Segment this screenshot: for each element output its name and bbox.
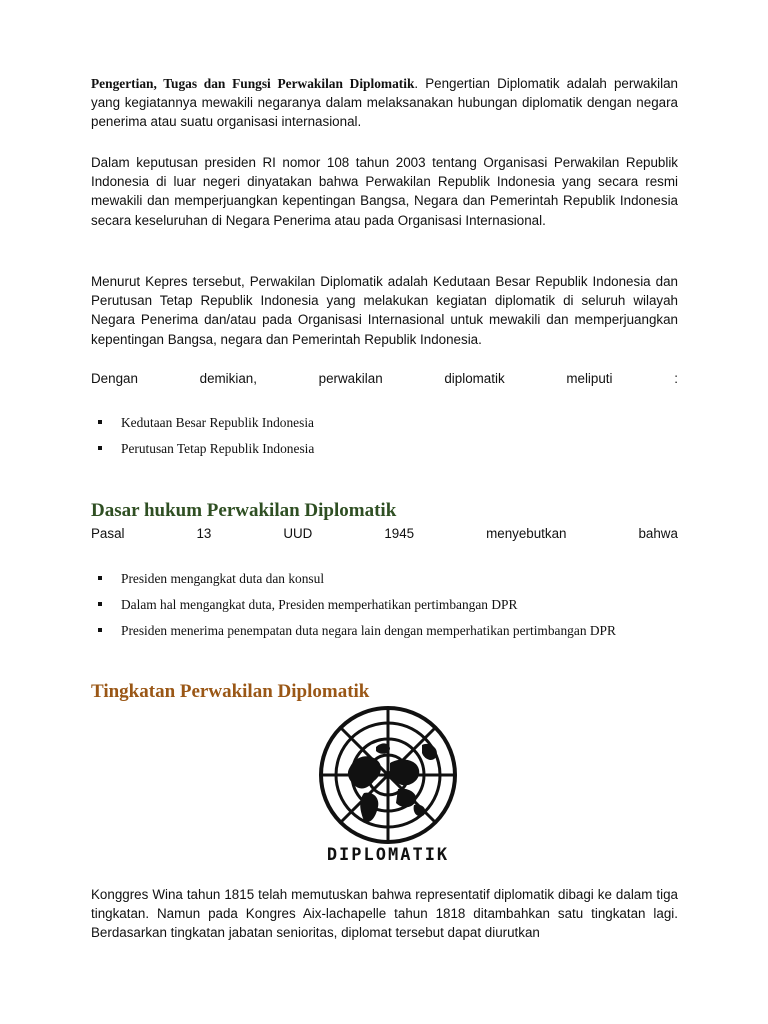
list-item <box>91 439 314 465</box>
bullet-square-icon <box>98 420 102 424</box>
logo-caption: DIPLOMATIK <box>326 845 450 865</box>
bullet-square-icon <box>98 446 102 450</box>
paragraph-keputusan: Dalam keputusan presiden RI nomor 108 tahun 2003 tentang Organisasi Perwakilan Republik Indonesia di luar negeri dinyatakan bahwa Perwakilan Republik Indonesia yang secara resmi mewakili dan memperjuangkan kepentingan Bangsa, Negara dan Pemerintah Republik Indonesia secara keseluruhan di Negara Penerima atau pada Organisasi Internasional. <box>91 155 678 228</box>
word: diplomatik <box>444 371 505 386</box>
bullet-square-icon <box>98 628 102 632</box>
word: 1945 <box>384 526 415 541</box>
list-item <box>91 413 314 439</box>
list-item <box>91 569 616 595</box>
word: 13 <box>196 526 212 541</box>
list-item <box>91 595 616 621</box>
word: demikian, <box>199 371 257 386</box>
bullet-square-icon <box>98 576 102 580</box>
paragraph-kepres: Menurut Kepres tersebut, Perwakilan Diplomatik adalah Kedutaan Besar Republik Indonesia dan Perutusan Tetap Republik Indonesia yang melakukan kegiatan diplomatik di seluruh wilayah Negara Penerima dan/atau pada Organisasi Internasional untuk mewakili dan memperjuangkan kepentingan Bangsa, negara dan Pemerintah Republik Indonesia. <box>91 274 678 347</box>
heading-dasar-hukum: Dasar hukum Perwakilan Diplomatik <box>91 500 397 521</box>
intro-bold-lead: Pengertian, Tugas dan Fungsi Perwakilan Diplomatik <box>91 76 415 91</box>
list-item-text: Perutusan Tetap Republik Indonesia <box>121 441 315 456</box>
list-item <box>91 621 616 647</box>
list-item-text: Kedutaan Besar Republik Indonesia <box>121 415 314 430</box>
word: : <box>674 371 678 386</box>
word: Dengan <box>91 371 138 386</box>
list-item-text: Presiden mengangkat duta dan konsul <box>121 571 325 586</box>
heading-tingkatan: Tingkatan Perwakilan Diplomatik <box>91 681 370 702</box>
paragraph-dengan-demikian <box>91 369 678 388</box>
word: menyebutkan <box>486 526 567 541</box>
bullet-square-icon <box>98 602 102 606</box>
paragraph-konggres-wina: Konggres Wina tahun 1815 telah memutuskan bahwa representatif diplomatik dibagi ke dalam tiga tingkatan. Namun pada Kongres Aix-lachapelle tahun 1818 ditambahkan satu tingkatan lagi. Berdasarkan tingkatan jabatan senioritas, diplomat tersebut dapat diurutkan <box>91 887 678 941</box>
word: perwakilan <box>318 371 383 386</box>
diplomatik-globe-logo <box>290 705 486 867</box>
word: bahwa <box>638 526 678 541</box>
list-perwakilan <box>91 413 314 465</box>
word: Pasal <box>91 526 125 541</box>
globe-icon <box>321 708 455 842</box>
word: UUD <box>283 526 313 541</box>
list-item-text: Dalam hal mengangkat duta, Presiden memperhatikan pertimbangan DPR <box>121 597 518 612</box>
paragraph-pasal-13 <box>91 524 678 543</box>
list-pasal <box>91 569 616 647</box>
list-item-text: Presiden menerima penempatan duta negara lain dengan memperhatikan pertimbangan DPR <box>121 623 616 638</box>
intro-text: . Pengertian Diplomatik adalah perwakilan yang kegiatannya mewakili negaranya dalam melaksanakan hubungan diplomatik dengan negara penerima atau suatu organisasi internasional. <box>91 76 678 130</box>
intro-paragraph <box>91 74 678 132</box>
word: meliputi <box>566 371 613 386</box>
